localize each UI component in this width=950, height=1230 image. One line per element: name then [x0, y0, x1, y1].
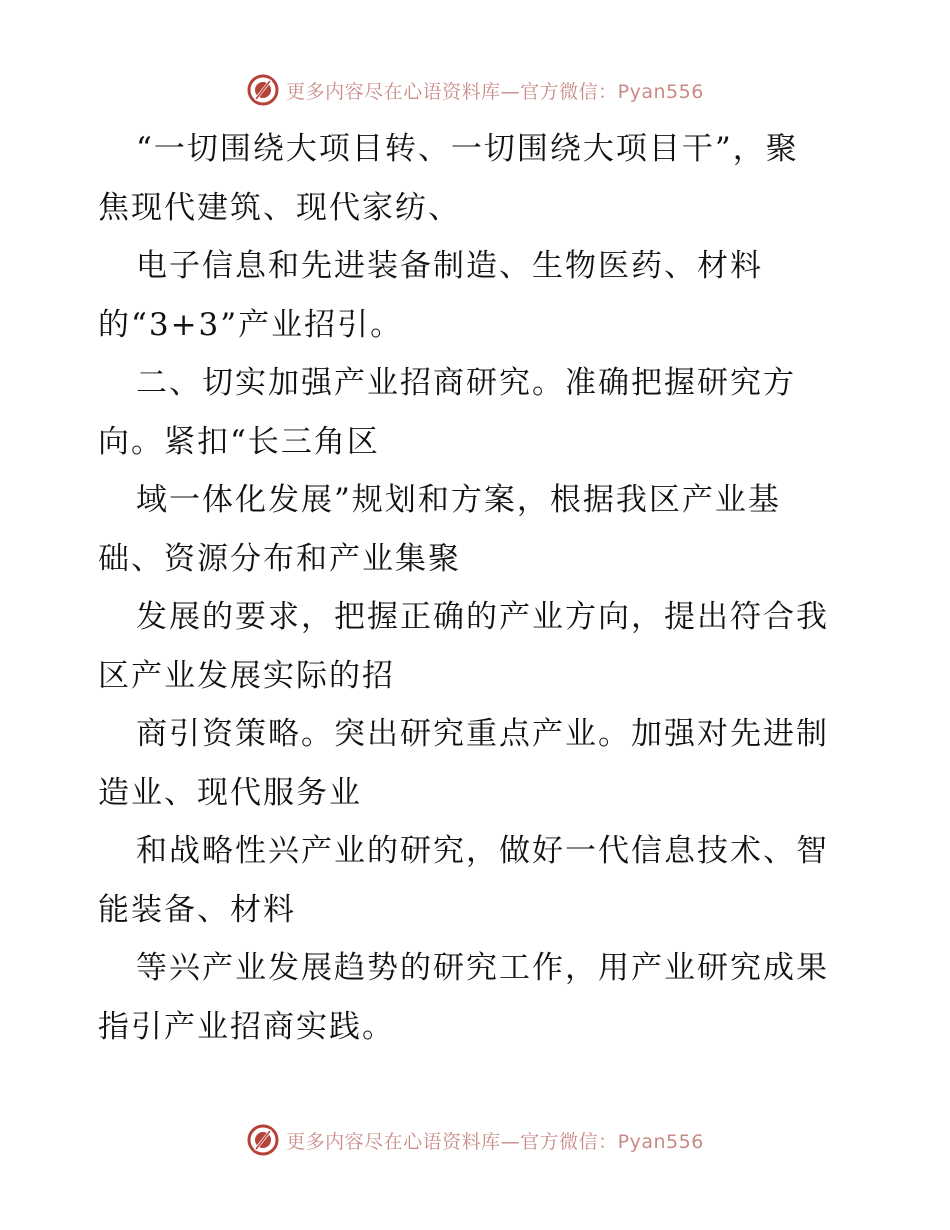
- header-banner: [0, 70, 950, 110]
- footer-banner: [0, 1120, 950, 1160]
- paragraph-line: 造业、现代服务业: [98, 774, 362, 811]
- paragraph-line: 向。紧扣“长三角区: [98, 423, 380, 460]
- paragraph-line: 能装备、材料: [98, 891, 296, 928]
- paragraph-line: “一切围绕大项目转、一切围绕大项目干”，聚: [136, 131, 799, 167]
- header-banner-text: 更多内容尽在心语资料库—官方微信：Pyan556: [286, 80, 704, 103]
- paragraph-line: 商引资策略。突出研究重点产业。加强对先进制: [136, 716, 829, 752]
- paragraph-line: 础、资源分布和产业集聚: [98, 540, 461, 577]
- paragraph-line: 指引产业招商实践。: [98, 1008, 395, 1045]
- paragraph-line: 的“3+3”产业招引。: [98, 306, 404, 343]
- stamp-logo-icon: [246, 73, 280, 107]
- paragraph-line: 焦现代建筑、现代家纺、: [98, 189, 461, 226]
- paragraph-line: 区产业发展实际的招: [98, 657, 395, 694]
- paragraph-line: 等兴产业发展趋势的研究工作，用产业研究成果: [136, 950, 829, 986]
- paragraph-line: 二、切实加强产业招商研究。准确把握研究方: [136, 365, 796, 401]
- paragraph-line: 电子信息和先进装备制造、生物医药、材料: [136, 248, 763, 284]
- stamp-logo-icon: [246, 1123, 280, 1157]
- paragraph-line: 和战略性兴产业的研究，做好一代信息技术、智: [136, 833, 829, 869]
- paragraph-line: 域一体化发展”规划和方案，根据我区产业基: [136, 482, 781, 518]
- paragraph-line: 发展的要求，把握正确的产业方向，提出符合我: [136, 599, 829, 635]
- document-body: [98, 120, 858, 1056]
- footer-banner-text: 更多内容尽在心语资料库—官方微信：Pyan556: [286, 1130, 704, 1153]
